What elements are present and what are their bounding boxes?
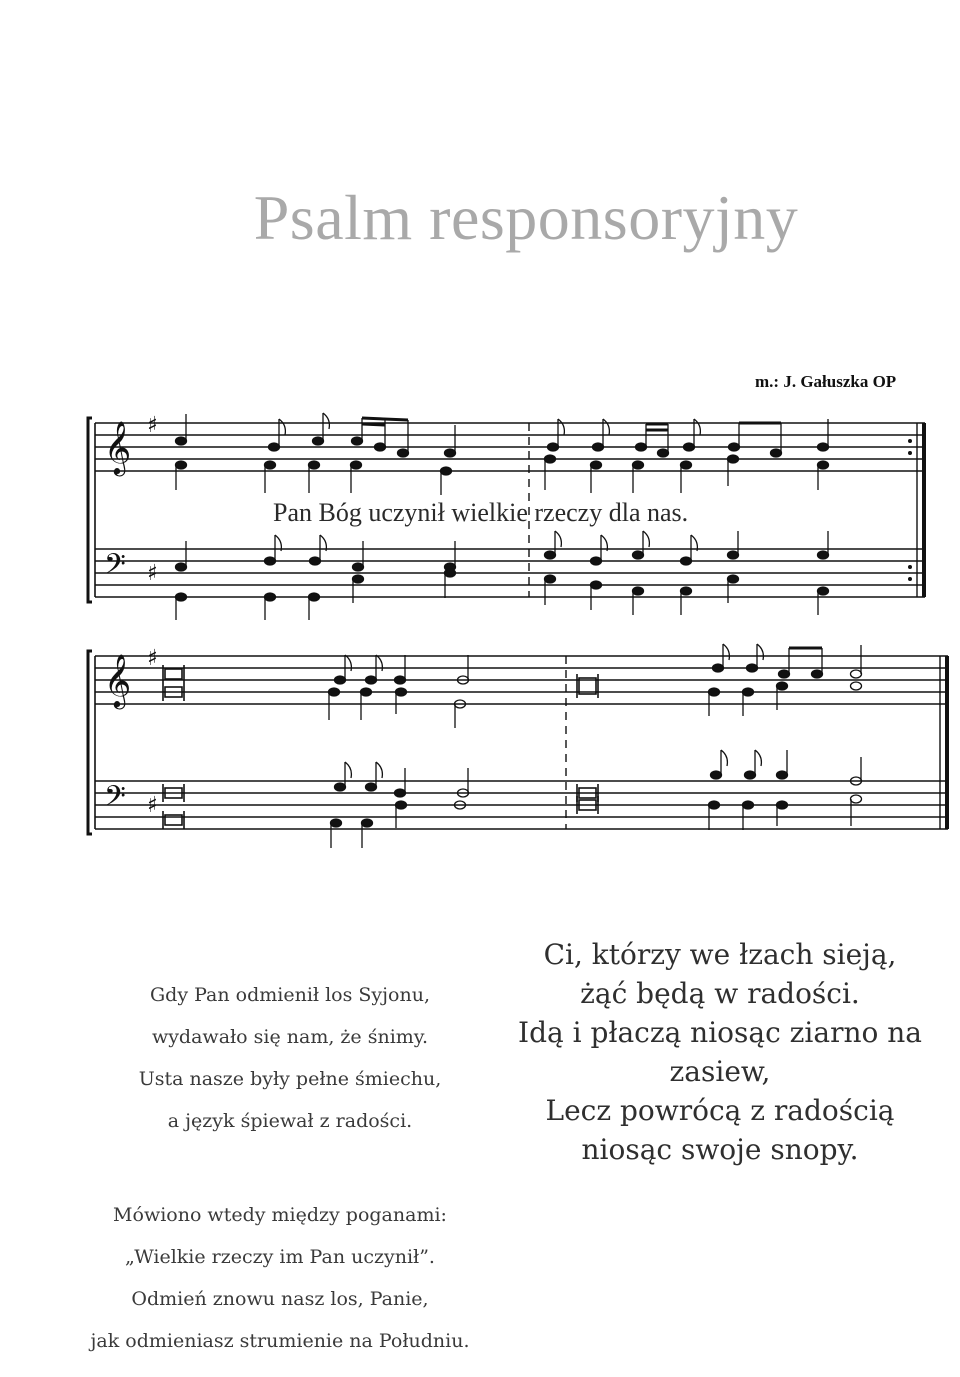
verse-line: a język śpiewał z radości. bbox=[167, 1110, 413, 1132]
sharp-icon: ♯ bbox=[147, 413, 158, 438]
staff-2-treble bbox=[95, 656, 948, 704]
verse-line: żąć będą w radości. bbox=[580, 977, 860, 1010]
verse-line: Lecz powrócą z radością bbox=[545, 1094, 895, 1127]
verse-line: Gdy Pan odmienił los Syjonu, bbox=[150, 984, 430, 1006]
bass-clef-icon: 𝄢 bbox=[104, 780, 126, 820]
verse-line: Usta nasze były pełne śmiechu, bbox=[138, 1068, 442, 1090]
stanza-3 bbox=[500, 935, 940, 1169]
verse-line: wydawało się nam, że śnimy. bbox=[151, 1026, 429, 1048]
sharp-icon: ♯ bbox=[147, 646, 158, 671]
sharp-icon: ♯ bbox=[147, 561, 158, 586]
treble-clef-icon: 𝄞 bbox=[104, 653, 132, 707]
stanza-2 bbox=[40, 1206, 520, 1374]
verse-line: jak odmieniasz strumienie na Południu. bbox=[90, 1330, 470, 1352]
staff-1-treble bbox=[95, 423, 925, 471]
verse-line: niosąc swoje snopy. bbox=[581, 1133, 859, 1166]
sheet-music bbox=[0, 405, 960, 875]
verse-line: Ci, którzy we łzach sieją, bbox=[543, 938, 897, 971]
refrain-lyric: Pan Bóg uczynił wielkie rzeczy dla nas. bbox=[273, 498, 689, 527]
verse-line: Idą i płaczą niosąc ziarno na bbox=[518, 1016, 922, 1049]
page-title: Psalm responsoryjny bbox=[253, 181, 799, 253]
sharp-icon: ♯ bbox=[147, 793, 158, 818]
verse-line: Mówiono wtedy między poganami: bbox=[113, 1204, 447, 1226]
stanza-1 bbox=[100, 986, 480, 1154]
treble-clef-icon: 𝄞 bbox=[104, 420, 132, 474]
bass-clef-icon: 𝄢 bbox=[104, 548, 126, 588]
verse-line: zasiew, bbox=[669, 1055, 771, 1088]
staff-2-bass bbox=[95, 781, 948, 829]
verse-line: „Wielkie rzeczy im Pan uczynił”. bbox=[125, 1246, 435, 1268]
composer-credit: m.: J. Gałuszka OP bbox=[755, 372, 897, 391]
verse-line: Odmień znowu nasz los, Panie, bbox=[131, 1288, 429, 1310]
staff-1-bass bbox=[95, 549, 925, 597]
